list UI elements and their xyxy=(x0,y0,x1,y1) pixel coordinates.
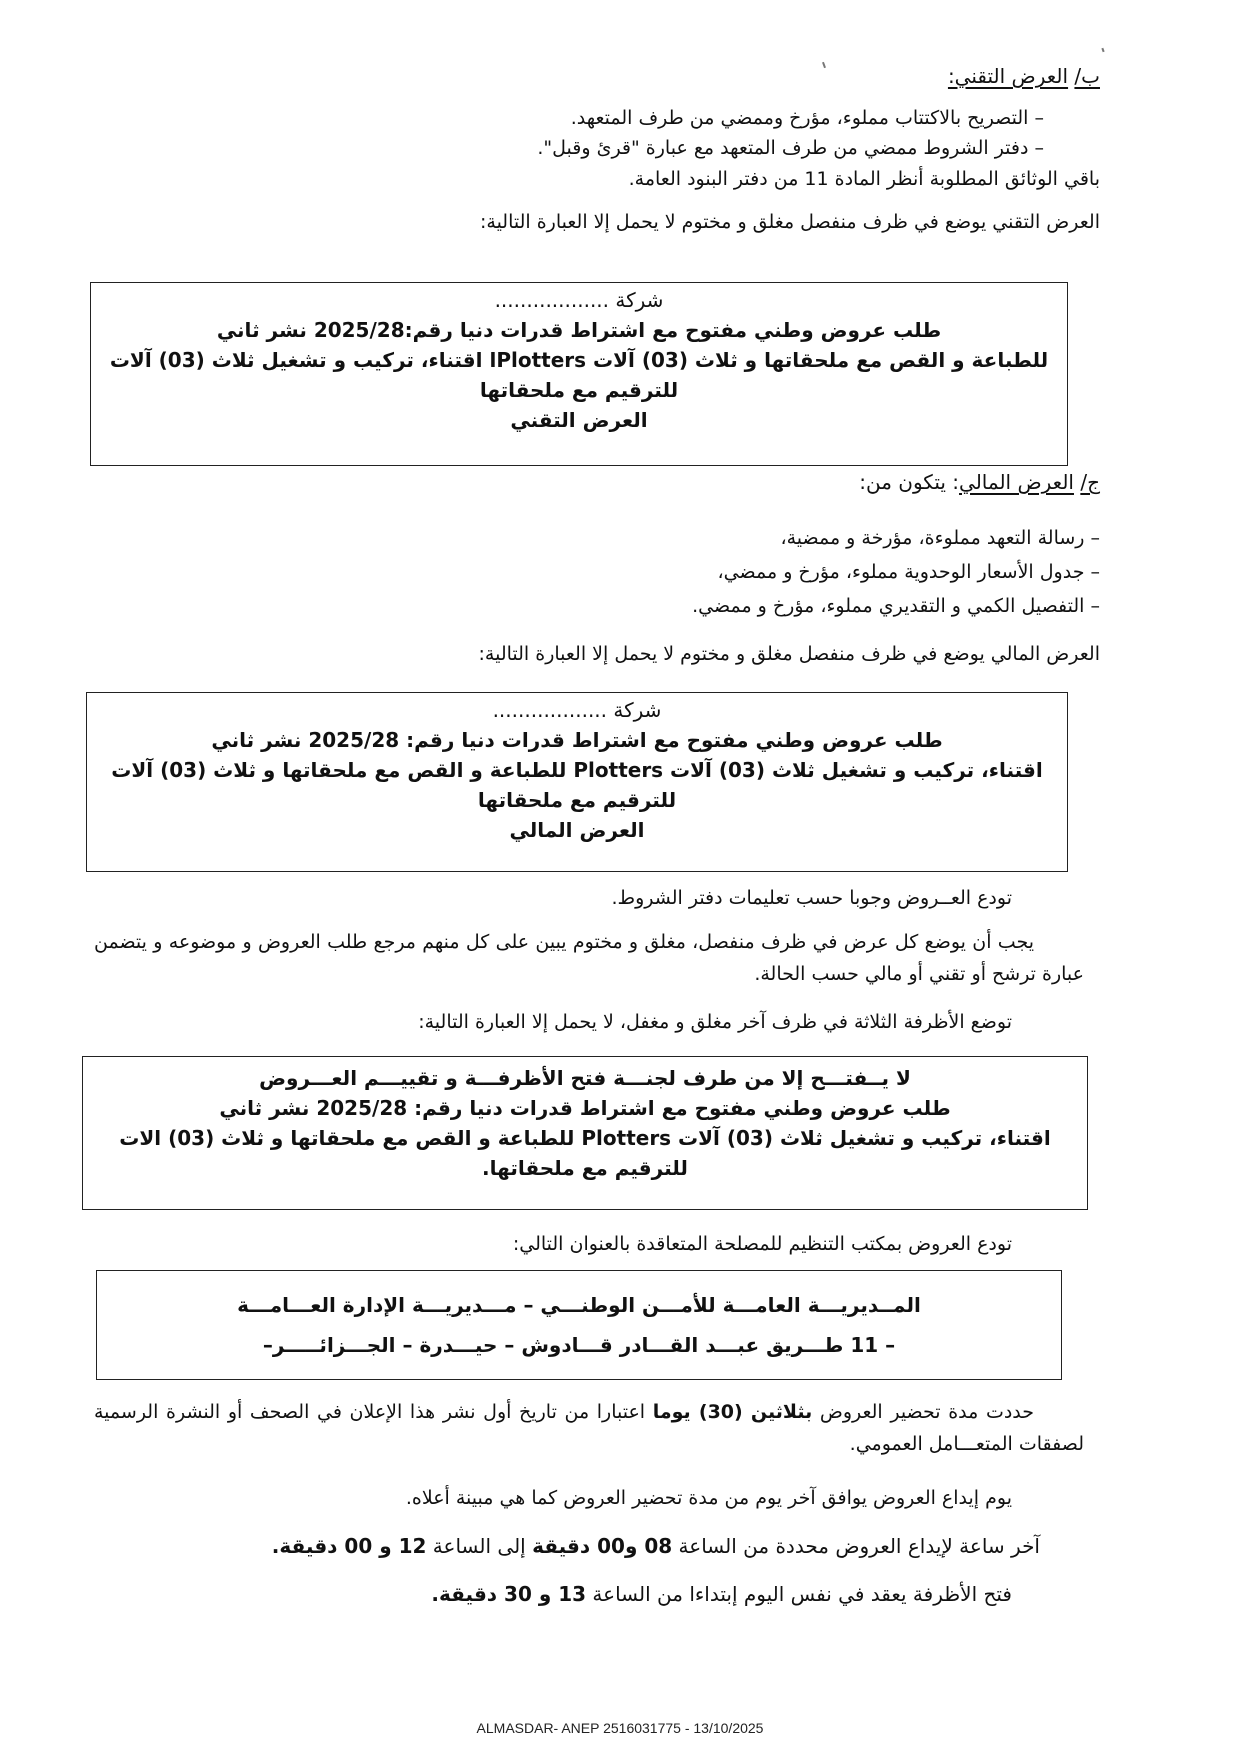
section-c-item: – التفصيل الكمي و التقديري مملوء، مؤرخ و ممضي. xyxy=(692,595,1100,617)
tender-subject: اقتناء، تركيب و تشغيل ثلاث (03) آلات Plotters للطباعة و القص مع ملحقاتها و ثلاث (03) آلات xyxy=(111,758,1043,782)
tender-subject-cont: للترقيم مع ملحقاتها xyxy=(477,788,677,812)
text-run: فتح الأظرفة يعقد في نفس اليوم إبتداءا من الساعة xyxy=(586,1582,1012,1606)
opening-time: 13 و 30 دقيقة. xyxy=(431,1582,587,1606)
section-b-note: باقي الوثائق المطلوبة أنظر المادة 11 من دفتر البنود العامة. xyxy=(628,168,1100,190)
section-b-envelope-intro: العرض التقني يوضع في ظرف منفصل مغلق و مختوم لا يحمل إلا العبارة التالية: xyxy=(479,211,1100,233)
opening-time-paragraph xyxy=(431,1580,1012,1608)
section-c-suffix: : يتكون من: xyxy=(859,470,960,494)
text-run: آخر ساعة لإيداع العروض محددة من الساعة xyxy=(672,1534,1040,1558)
tender-subject: اقتناء، تركيب و تشغيل ثلاث (03) آلات Plotters للطباعة و القص مع ملحقاتها و ثلاث (03) الات xyxy=(119,1126,1051,1150)
deposit-day-paragraph: يوم إيداع العروض يوافق آخر يوم من مدة تحضير العروض كما هي مبينة أعلاه. xyxy=(405,1487,1012,1509)
scan-speck xyxy=(822,62,826,68)
text-run: إلى الساعة xyxy=(426,1534,533,1558)
tender-subject: للطباعة و القص مع ملحقاتها و ثلاث (03) آلات Plottersا اقتناء، تركيب و تشغيل ثلاث (03) آلات xyxy=(109,348,1049,372)
opening-notice: لا يــفتـــح إلا من طرف لجنـــة فتح الأظرفـــة و تقييـــم العـــروض xyxy=(259,1066,911,1090)
section-b-heading xyxy=(948,62,1100,90)
deposit-paragraph: يجب أن يوضع كل عرض في ظرف منفصل، مغلق و مختوم يبين على كل منهم مرجع طلب العروض و موضوعه و يتضمن عبارة ترشح أو تقني أو مالي حسب الحالة. xyxy=(94,931,1084,985)
preparation-period-paragraph xyxy=(94,1396,1084,1460)
text-run: اعتبارا من تاريخ أول نشر هذا الإعلان في الصحف أو النشرة الرسمية لصفقات المتعـــامل العمومي. xyxy=(94,1401,1084,1455)
tender-subject-cont: للترقيم مع ملحقاتها. xyxy=(482,1156,688,1180)
deposit-hours-paragraph xyxy=(272,1532,1040,1560)
address-box xyxy=(96,1270,1062,1380)
section-b-item: – التصريح بالاكتتاب مملوء، مؤرخ وممضي من طرف المتعهد. xyxy=(570,107,1044,129)
envelope-type: العرض التقني xyxy=(510,408,648,432)
deposit-start-time: 08 و00 دقيقة xyxy=(532,1534,673,1558)
envelope-type: العرض المالي xyxy=(509,818,645,842)
section-b-title: العرض التقني: xyxy=(947,64,1069,88)
tender-reference: طلب عروض وطني مفتوح مع اشتراط قدرات دنيا رقم:2025/28 نشر ثاني xyxy=(216,318,942,342)
tender-reference: طلب عروض وطني مفتوح مع اشتراط قدرات دنيا رقم: 2025/28 نشر ثاني xyxy=(211,728,943,752)
publication-footer: ALMASDAR- ANEP 2516031775 - 13/10/2025 xyxy=(476,1720,764,1736)
technical-envelope-box xyxy=(90,282,1068,466)
company-placeholder: شركة .................. xyxy=(492,698,662,722)
outer-envelope-box xyxy=(82,1056,1088,1210)
address-street: – 11 طـــريق عبـــد القـــادر قـــادوش – حيـــدرة – الجـــزائـــــر– xyxy=(262,1333,896,1357)
text-run: حددت مدة تحضير العروض xyxy=(812,1401,1035,1423)
deposit-end-time: 12 و 00 دقيقة. xyxy=(271,1534,427,1558)
section-b-label: ب/ xyxy=(1074,64,1100,88)
company-placeholder: شركة .................. xyxy=(494,288,664,312)
deposit-paragraph: توضع الأظرفة الثلاثة في ظرف آخر مغلق و مغفل، لا يحمل إلا العبارة التالية: xyxy=(418,1011,1012,1033)
financial-envelope-box xyxy=(86,692,1068,872)
section-c-title: العرض المالي xyxy=(959,470,1074,494)
scan-speck xyxy=(1101,48,1104,52)
address-organization: المــديريـــة العامـــة للأمـــن الوطنـــي – مـــديريـــة الإدارة العـــامـــة xyxy=(237,1293,921,1317)
section-b-item: – دفتر الشروط ممضي من طرف المتعهد مع عبارة "قرئ وقبل". xyxy=(537,137,1044,159)
section-c-item: – جدول الأسعار الوحدوية مملوء، مؤرخ و ممضي، xyxy=(717,561,1100,583)
preparation-days: بثلاثين (30) يوما xyxy=(652,1401,813,1423)
section-c-envelope-intro: العرض المالي يوضع في ظرف منفصل مغلق و مختوم لا يحمل إلا العبارة التالية: xyxy=(478,643,1100,665)
deposit-paragraph: تودع العــروض وجوبا حسب تعليمات دفتر الشروط. xyxy=(611,887,1012,909)
section-c-heading xyxy=(859,468,1100,496)
section-c-item: – رسالة التعهد مملوءة، مؤرخة و ممضية، xyxy=(780,527,1100,549)
tender-reference: طلب عروض وطني مفتوح مع اشتراط قدرات دنيا رقم: 2025/28 نشر ثاني xyxy=(219,1096,951,1120)
tender-subject-cont: للترقيم مع ملحقاتها xyxy=(479,378,679,402)
address-intro: تودع العروض بمكتب التنظيم للمصلحة المتعاقدة بالعنوان التالي: xyxy=(512,1233,1012,1255)
section-c-label: ج/ xyxy=(1080,470,1100,494)
